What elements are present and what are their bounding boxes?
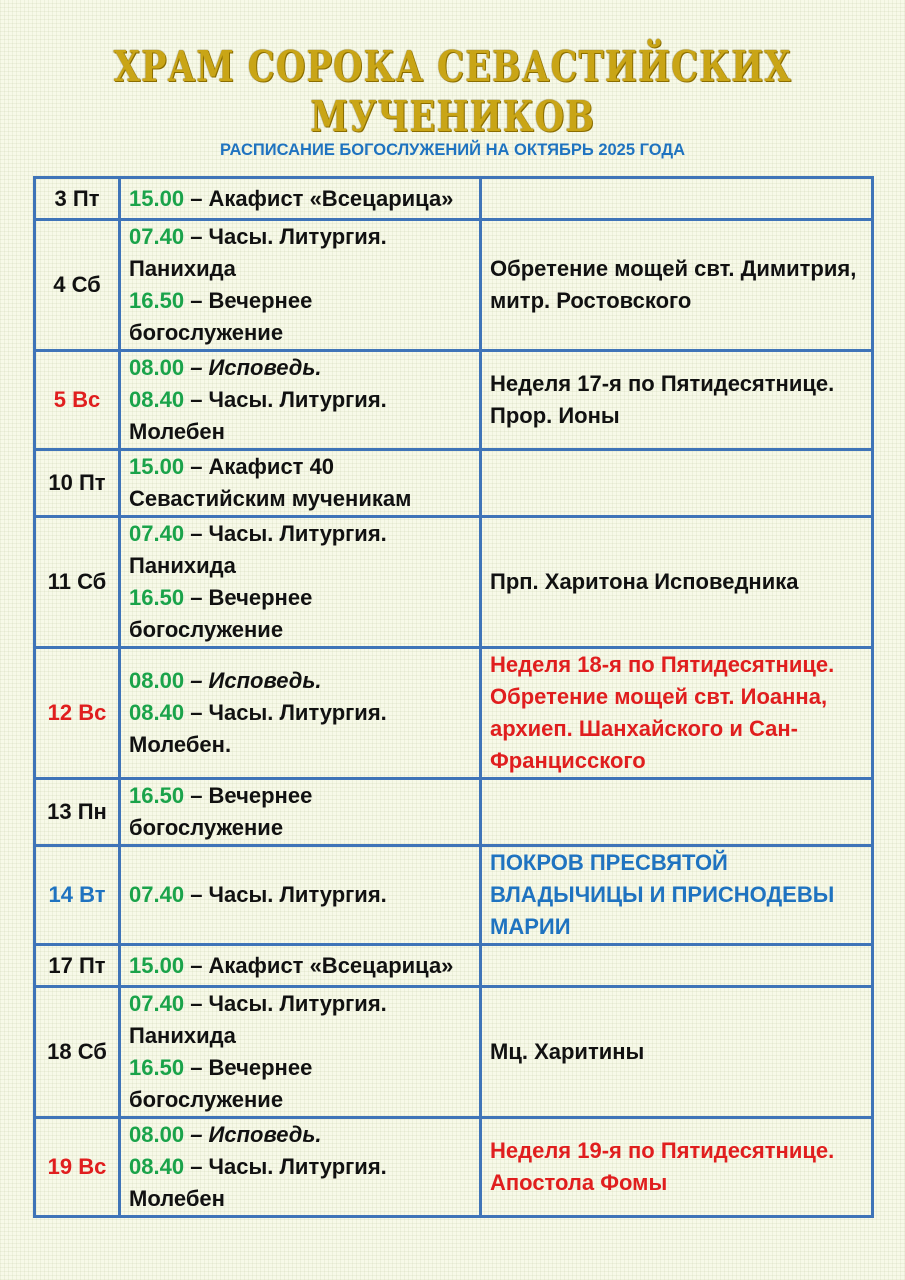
service-text: – Вечернее богослужение [129, 288, 313, 345]
services-cell [120, 220, 481, 351]
service-time: 16.50 [129, 585, 185, 610]
service-entry [129, 451, 471, 515]
day-cell: 13 Пн [35, 779, 120, 846]
service-time: 08.40 [129, 700, 185, 725]
service-text: – Часы. Литургия. Панихида [129, 224, 387, 281]
feast-cell: Прп. Харитона Исповедника [481, 517, 873, 648]
service-text: – Часы. Литургия. Молебен [129, 1154, 387, 1211]
service-text: – Часы. Литургия. Молебен. [129, 700, 387, 757]
table-row [35, 351, 873, 450]
services-cell [120, 648, 481, 779]
table-row [35, 178, 873, 220]
service-text: – Вечернее богослужение [129, 1055, 313, 1112]
service-entry [129, 1052, 471, 1116]
service-entry [129, 518, 471, 582]
service-text: – Акафист 40 Севастийским мученикам [129, 454, 412, 511]
service-entry [129, 879, 471, 911]
service-entry [129, 285, 471, 349]
page-title: ХРАМ СОРОКА СЕВАСТИЙСКИХ МУЧЕНИКОВ [113, 42, 792, 142]
service-entry [129, 1119, 471, 1151]
service-time: 07.40 [129, 882, 185, 907]
services-cell [120, 450, 481, 517]
service-time: 15.00 [129, 185, 185, 211]
table-row [35, 987, 873, 1118]
feast-cell: Неделя 19-я по Пятидесятнице. Апостола Фомы [481, 1118, 873, 1217]
table-row [35, 779, 873, 846]
feast-cell: ПОКРОВ ПРЕСВЯТОЙ ВЛАДЫЧИЦЫ И ПРИСНОДЕВЫ МАРИИ [481, 846, 873, 945]
day-cell: 19 Вс [35, 1118, 120, 1217]
day-cell: 4 Сб [35, 220, 120, 351]
feast-cell: Неделя 18-я по Пятидесятнице. Обретение мощей свт. Иоанна, архиеп. Шанхайского и Сан-Франциcского [481, 648, 873, 779]
service-text: – Часы. Литургия. [190, 882, 387, 907]
service-time: 15.00 [129, 454, 185, 479]
day-cell: 5 Вс [35, 351, 120, 450]
service-entry [129, 384, 471, 448]
service-time: 16.50 [129, 783, 185, 808]
services-cell [120, 351, 481, 450]
service-time: 07.40 [129, 224, 185, 249]
day-cell: 10 Пт [35, 450, 120, 517]
day-cell: 18 Сб [35, 987, 120, 1118]
day-cell: 14 Вт [35, 846, 120, 945]
service-entry [129, 221, 471, 285]
service-time: 16.50 [129, 1055, 185, 1080]
table-row [35, 450, 873, 517]
table-row [35, 846, 873, 945]
service-text: – Исповедь. [190, 355, 322, 380]
services-cell [120, 945, 481, 987]
service-entry [129, 352, 471, 384]
service-text: – Исповедь. [190, 668, 322, 693]
table-row [35, 648, 873, 779]
service-time: 08.00 [129, 355, 185, 380]
day-cell: 3 Пт [35, 178, 120, 220]
services-cell [120, 178, 481, 220]
service-text: – Акафист «Всецарица» [190, 952, 454, 978]
service-entry [129, 183, 471, 215]
feast-cell [481, 450, 873, 517]
day-cell: 17 Пт [35, 945, 120, 987]
service-time: 07.40 [129, 991, 185, 1016]
service-text: – Исповедь. [190, 1122, 322, 1147]
service-text: – Часы. Литургия. Панихида [129, 991, 387, 1048]
service-entry [129, 582, 471, 646]
service-time: 15.00 [129, 952, 185, 978]
table-row [35, 517, 873, 648]
service-entry [129, 950, 471, 982]
day-cell: 11 Сб [35, 517, 120, 648]
day-cell: 12 Вс [35, 648, 120, 779]
feast-cell: Неделя 17-я по Пятидесятнице. Прор. Ионы [481, 351, 873, 450]
services-cell [120, 517, 481, 648]
service-time: 08.00 [129, 668, 185, 693]
service-time: 08.40 [129, 387, 185, 412]
service-time: 16.50 [129, 288, 185, 313]
service-entry [129, 988, 471, 1052]
service-entry [129, 697, 471, 761]
service-time: 07.40 [129, 521, 185, 546]
service-time: 08.00 [129, 1122, 185, 1147]
schedule-subtitle: РАСПИСАНИЕ БОГОСЛУЖЕНИЙ НА ОКТЯБРЬ 2025 ГОДА [219, 141, 686, 159]
services-cell [120, 987, 481, 1118]
table-row [35, 1118, 873, 1217]
service-text: – Часы. Литургия. Молебен [129, 387, 387, 444]
feast-cell [481, 945, 873, 987]
service-text: – Часы. Литургия. Панихида [129, 521, 387, 578]
service-entry [129, 665, 471, 697]
feast-cell [481, 779, 873, 846]
service-entry [129, 780, 471, 844]
feast-cell: Обретение мощей свт. Димитрия, митр. Ростовского [481, 220, 873, 351]
feast-cell: Мц. Харитины [481, 987, 873, 1118]
service-entry [129, 1151, 471, 1215]
service-text: – Акафист «Всецарица» [190, 185, 454, 211]
services-cell [120, 1118, 481, 1217]
table-row [35, 220, 873, 351]
services-cell [120, 846, 481, 945]
service-text: – Вечернее богослужение [129, 585, 313, 642]
services-cell [120, 779, 481, 846]
table-row [35, 945, 873, 987]
service-time: 08.40 [129, 1154, 185, 1179]
schedule-table [33, 176, 874, 1218]
feast-cell [481, 178, 873, 220]
service-text: – Вечернее богослужение [129, 783, 313, 840]
